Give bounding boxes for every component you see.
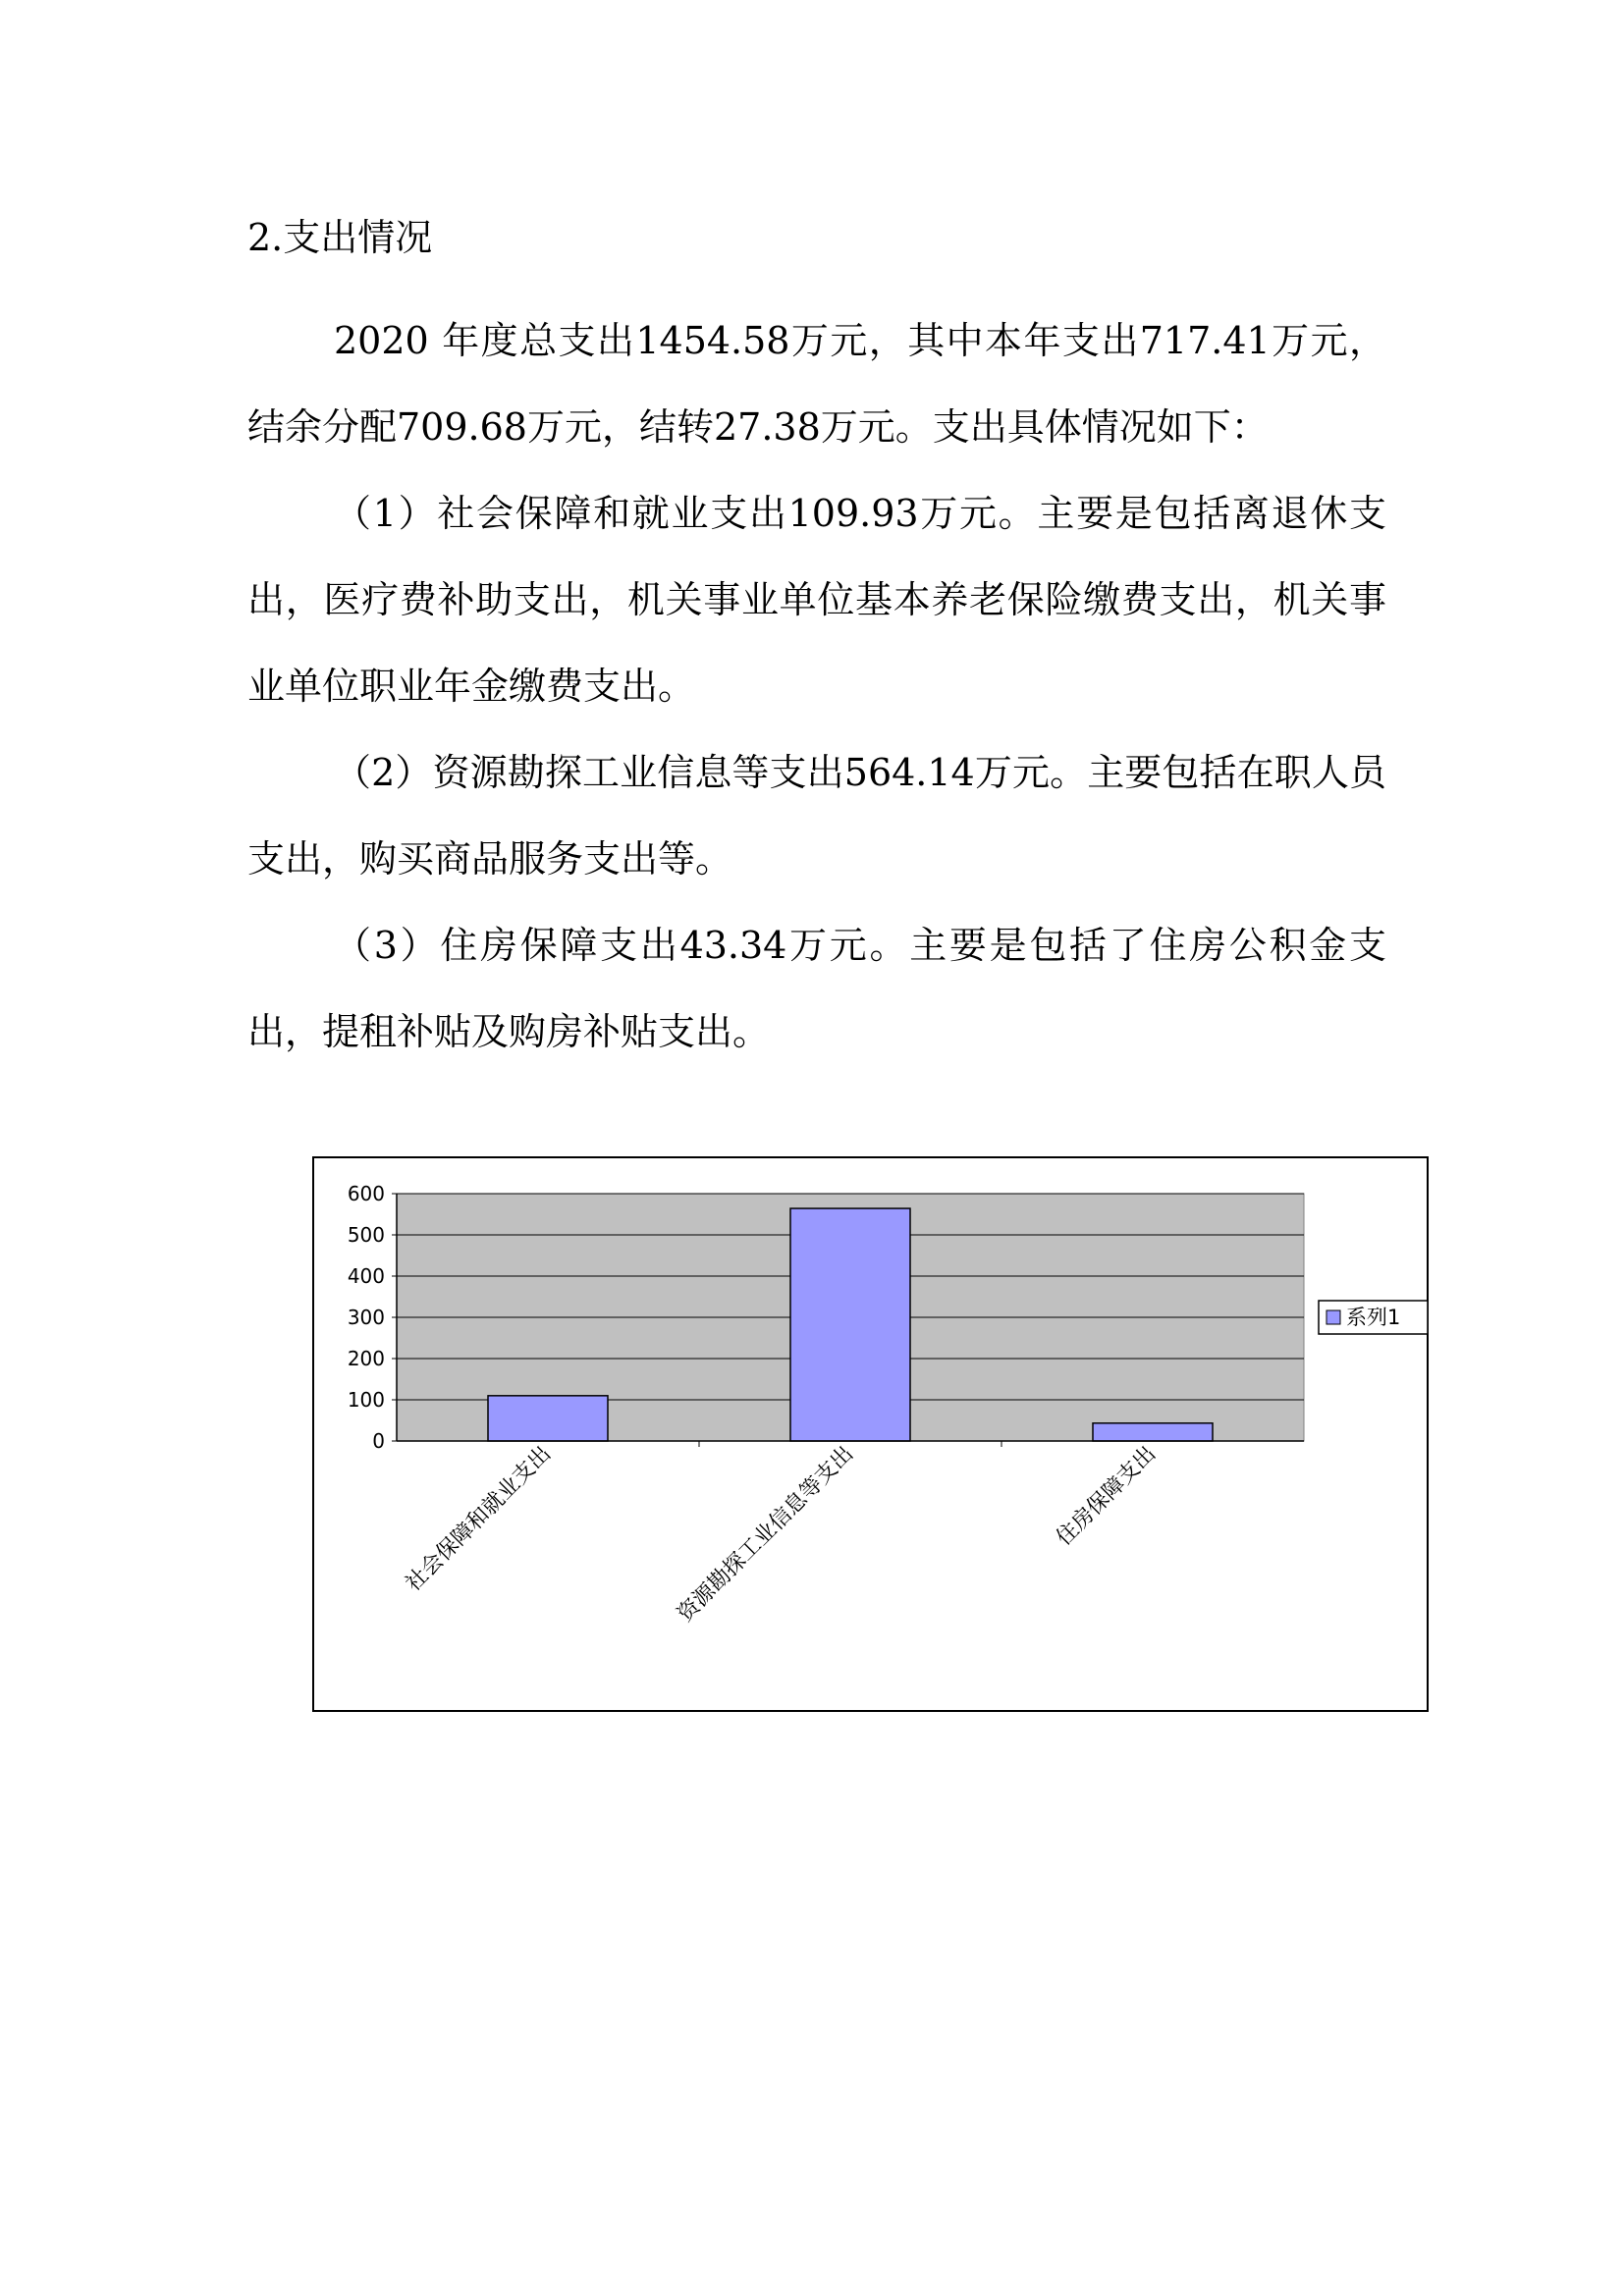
y-tick-label: 100 — [347, 1388, 385, 1412]
legend-label: 系列1 — [1346, 1306, 1401, 1329]
y-tick-label: 500 — [347, 1223, 385, 1247]
chart-svg — [314, 1158, 1431, 1714]
paragraph-summary: 2020 年度总支出1454.58万元，其中本年支出717.41万元，结余分配709.68万元，结转27.38万元。支出具体情况如下： — [247, 319, 1386, 449]
y-tick-label: 200 — [347, 1347, 385, 1370]
y-ticks — [348, 1182, 397, 1453]
y-tick-label: 0 — [372, 1429, 385, 1453]
expenditure-chart — [312, 1156, 1429, 1712]
legend — [1319, 1301, 1428, 1334]
y-tick-label: 600 — [347, 1182, 385, 1205]
paragraph-social-security: （1）社会保障和就业支出109.93万元。主要是包括离退休支出，医疗费补助支出，机关事业单位基本养老保险缴费支出，机关事业单位职业年金缴费支出。 — [247, 492, 1386, 708]
bar — [790, 1208, 910, 1441]
section-heading: 2.支出情况 — [247, 216, 433, 259]
y-tick-label: 400 — [347, 1264, 385, 1288]
x-tick-label: 资源勘探工业信息等支出 — [673, 1441, 859, 1628]
paragraph-resource-exploration: （2）资源勘探工业信息等支出564.14万元。主要包括在职人员支出，购买商品服务支出等。 — [247, 751, 1386, 881]
document-body — [247, 211, 1386, 1075]
legend-swatch — [1326, 1310, 1340, 1324]
paragraph-housing: （3）住房保障支出43.34万元。主要是包括了住房公积金支出，提租补贴及购房补贴支出。 — [247, 924, 1386, 1053]
x-ticks — [402, 1441, 1162, 1627]
bar — [488, 1396, 608, 1441]
y-tick-label: 300 — [347, 1306, 385, 1329]
bar — [1093, 1423, 1213, 1441]
x-tick-label: 社会保障和就业支出 — [401, 1441, 557, 1597]
x-tick-label: 住房保障支出 — [1052, 1441, 1162, 1551]
